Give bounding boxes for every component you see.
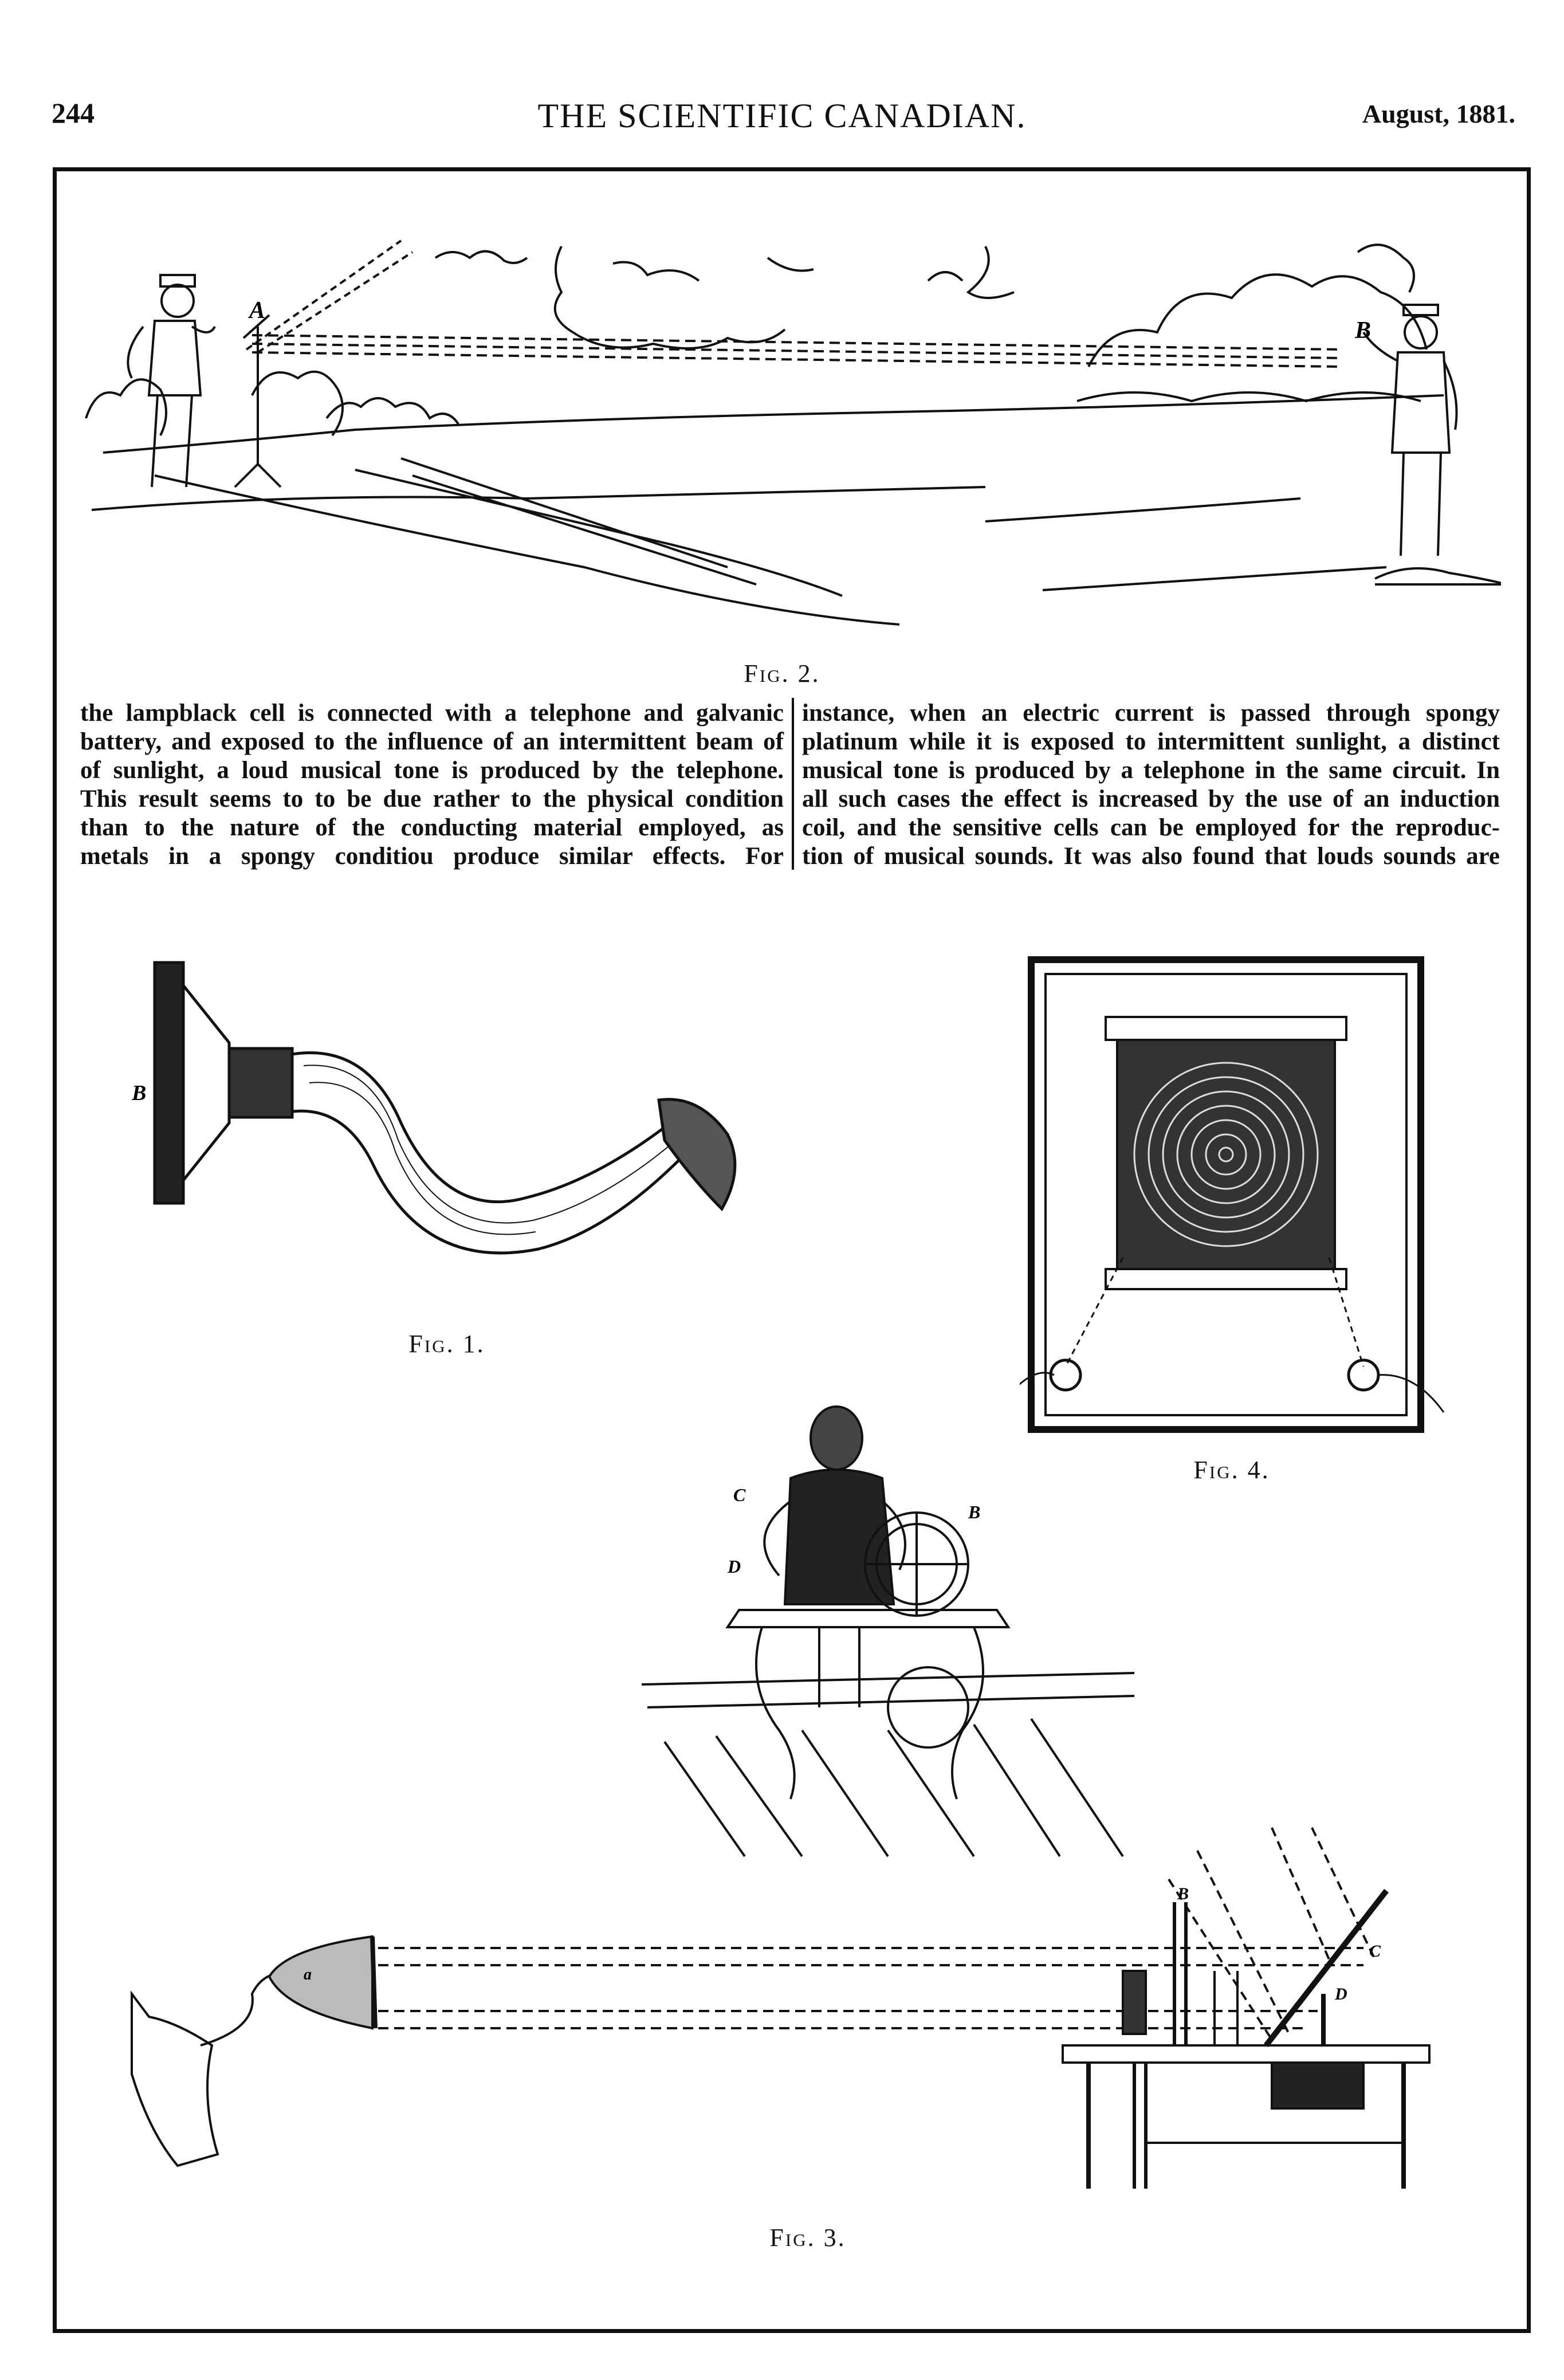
paragraph-line: This result seems to to be due rather to the physical condition <box>80 786 784 812</box>
fig3-label-a: a <box>304 1966 312 1984</box>
fig1-label-b: B <box>132 1081 147 1105</box>
fig3-label-c: C <box>1369 1942 1381 1961</box>
page-number: 244 <box>52 97 95 129</box>
issue-date: August, 1881. <box>1362 99 1515 128</box>
paragraph-line: instance, when an electric current is passed through spongy <box>802 700 1500 726</box>
paragraph-line: than to the nature of the conducting material employed, as <box>80 814 784 841</box>
figure-3-illustration <box>115 1776 1501 2200</box>
fig2-label-a: A <box>249 297 266 324</box>
right-column-text <box>802 699 1500 871</box>
figure-3-caption: Fig. 3. <box>769 2224 846 2252</box>
center-label-d: D <box>728 1556 741 1577</box>
paragraph-line: metals in a spongy conditiou produce similar effects. For <box>80 843 784 870</box>
paragraph-line: tion of musical sounds. It was also found that louds sounds are <box>802 843 1500 870</box>
figure-1-caption: Fig. 1. <box>408 1330 485 1358</box>
fig2-label-b: B <box>1355 317 1372 344</box>
figure-2-caption: Fig. 2. <box>744 659 820 688</box>
figure-4-caption: Fig. 4. <box>1193 1456 1270 1484</box>
column-divider <box>792 698 794 870</box>
paragraph-line: of sunlight, a loud musical tone is produced by the telephone. <box>80 757 784 784</box>
center-label-b: B <box>968 1502 981 1522</box>
fig3-label-b: B <box>1177 1884 1189 1903</box>
figure-1-illustration <box>126 951 814 1323</box>
fig3-label-d: D <box>1335 1985 1347 2004</box>
paragraph-line: coil, and the sensitive cells can be employed for the reproduc- <box>802 814 1500 841</box>
paragraph-line: the lampblack cell is connected with a telephone and galvanic <box>80 700 784 726</box>
figure-2-illustration <box>69 223 1501 659</box>
center-label-c: C <box>733 1484 746 1505</box>
figure-4-illustration <box>1020 948 1455 1441</box>
journal-title: THE SCIENTIFIC CANADIAN. <box>537 97 1027 135</box>
paragraph-line: platinum while it is exposed to intermittent sunlight, a distinct <box>802 728 1500 755</box>
paragraph-line: musical tone is produced by a telephone in the same circuit. In <box>802 757 1500 784</box>
paragraph-line: all such cases the effect is increased by the use of an induction <box>802 786 1500 812</box>
paragraph-line: battery, and exposed to the influence of an intermittent beam of <box>80 728 784 755</box>
left-column-text <box>80 699 784 871</box>
